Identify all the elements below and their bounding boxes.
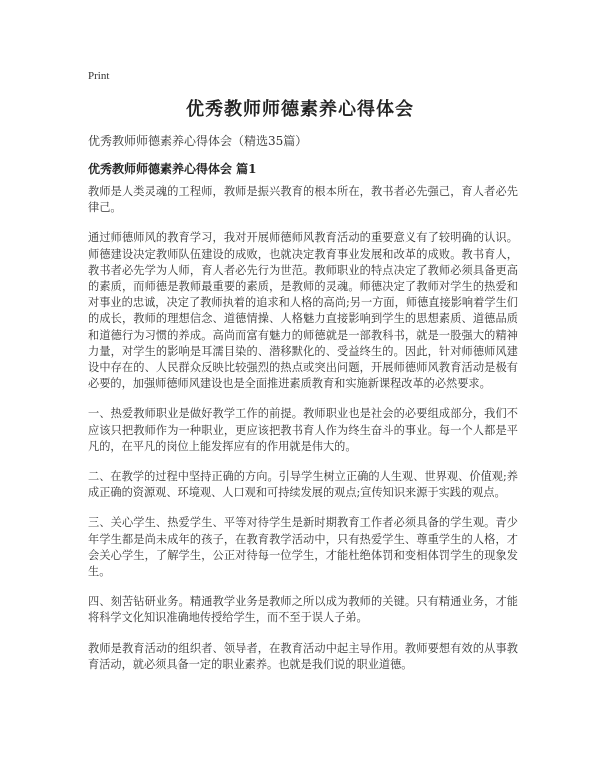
paragraph: 教师是人类灵魂的工程师，教师是振兴教育的根本所在，教书者必先强己，育人者必先律己。 [88,185,518,215]
paragraph: 通过师德师风的教育学习，我对开展师德师风教育活动的重要意义有了较明确的认识。师德建设决定教师队伍建设的成败，也就决定教育事业发展和改革的成败。教书育人，教书者必先学为人师，育人者必先行为世范。教师职业的特点决定了教师必须具备更高的素质，而师德是教师最重要的素质，是教师的灵魂。师德决定了教师对学生的热爱和对事业的忠诚，决定了教师执着的追求和人格的高尚;另一方面，师德直接影响着学生们的成长，教师的理想信念、道德情操、人格魅力直接影响到学生的思想素质、道德品质和道德行为习惯的养成。高尚而富有魅力的师德就是一部教科书，就是一股强大的精神力量，对学生的影响是耳濡目染的、潜移默化的、受益终生的。因此，针对师德师风建设中存在的、人民群众反映比较强烈的热点或突出问题，开展师德师风教育活动是极有必要的，加强师德师风建设也是全面推进素质教育和实施新课程改革的必然要求。 [88,231,518,391]
page-title: 优秀教师师德素养心得体会 [186,99,414,120]
article-body [88,184,518,687]
paragraph: 教师是教育活动的组织者、领导者，在教育活动中起主导作用。教师要想有效的从事教育活动，就必须具备一定的职业素养。也就是我们说的职业道德。 [88,641,518,671]
paragraph: 四、刻苦钻研业务。精通教学业务是教师之所以成为教师的关键。只有精通业务，才能将科学文化知识准确地传授给学生，而不至于误人子弟。 [88,595,518,625]
paragraph: 三、关心学生、热爱学生、平等对待学生是新时期教育工作者必须具备的学生观。青少年学生都是尚未成年的孩子，在教育教学活动中，只有热爱学生、尊重学生的人格，才会关心学生，了解学生，公正对待每一位学生，才能杜绝体罚和变相体罚学生的现象发生。 [88,516,518,579]
section-heading: 优秀教师师德素养心得体会 篇1 [88,162,257,176]
paragraph: 二、在教学的过程中坚持正确的方向。引导学生树立正确的人生观、世界观、价值观;养成正确的资源观、环境观、人口观和可持续发展的观点;宣传知识来源于实践的观点。 [88,470,518,500]
print-link[interactable]: Print [88,70,110,82]
document-subtitle: 优秀教师师德素养心得体会（精选35篇） [88,134,308,148]
paragraph: 一、热爱教师职业是做好教学工作的前提。教师职业也是社会的必要组成部分，我们不应该只把教师作为一种职业，更应该把教书育人作为终生奋斗的事业。每一个人都是平凡的，在平凡的岗位上能发挥应有的作用就是伟大的。 [88,407,518,453]
